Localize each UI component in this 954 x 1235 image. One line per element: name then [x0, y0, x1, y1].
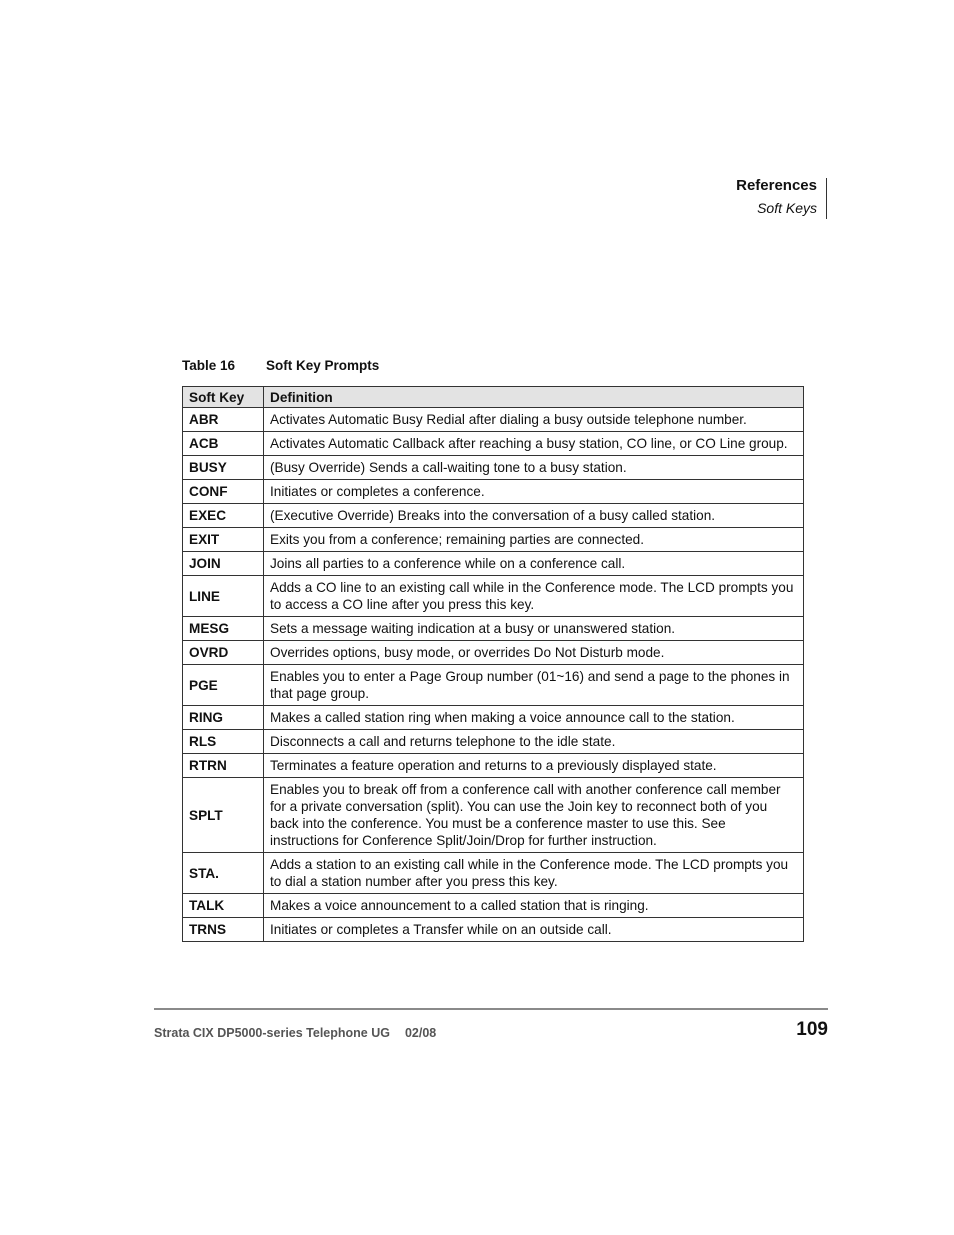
soft-key-cell: ACB [183, 432, 264, 456]
soft-key-cell: STA. [183, 853, 264, 894]
soft-key-cell: TRNS [183, 918, 264, 942]
soft-key-cell: ABR [183, 408, 264, 432]
definition-cell: Sets a message waiting indication at a busy or unanswered station. [264, 617, 804, 641]
footer-doc-info [154, 1026, 436, 1040]
column-header-definition: Definition [264, 387, 804, 408]
definition-cell: Makes a called station ring when making a voice announce call to the station. [264, 706, 804, 730]
soft-key-cell: EXIT [183, 528, 264, 552]
soft-key-cell: JOIN [183, 552, 264, 576]
soft-key-cell: OVRD [183, 641, 264, 665]
subsection-title: Soft Keys [757, 200, 817, 216]
definition-cell: Activates Automatic Busy Redial after dialing a busy outside telephone number. [264, 408, 804, 432]
table-row [183, 576, 804, 617]
header-divider [826, 178, 827, 219]
table-header-row [183, 387, 804, 408]
table-row [183, 617, 804, 641]
footer-date: 02/08 [404, 1026, 437, 1040]
soft-key-cell: MESG [183, 617, 264, 641]
table-row [183, 456, 804, 480]
table-caption [182, 358, 379, 373]
table-row [183, 730, 804, 754]
definition-cell: Exits you from a conference; remaining parties are connected. [264, 528, 804, 552]
soft-key-cell: LINE [183, 576, 264, 617]
table-row [183, 754, 804, 778]
soft-key-cell: BUSY [183, 456, 264, 480]
footer-doc-title: Strata CIX DP5000-series Telephone UG [154, 1026, 390, 1040]
soft-key-cell: SPLT [183, 778, 264, 853]
definition-cell: Initiates or completes a conference. [264, 480, 804, 504]
table-row [183, 641, 804, 665]
table-row [183, 480, 804, 504]
definition-cell: Enables you to break off from a conference call with another conference call member for a private conversation (split). You can use the Join key to reconnect both of you back into the conference. You must be a conference master to use this. See instructions for Conference Split/Join/Drop for further instruction. [264, 778, 804, 853]
soft-key-cell: RTRN [183, 754, 264, 778]
definition-cell: Disconnects a call and returns telephone to the idle state. [264, 730, 804, 754]
footer-divider [154, 1008, 828, 1010]
soft-key-cell: RING [183, 706, 264, 730]
table-number: Table 16 [182, 358, 236, 373]
soft-key-table [182, 386, 804, 942]
table-row [183, 706, 804, 730]
table-row [183, 918, 804, 942]
definition-cell: Overrides options, busy mode, or overrides Do Not Disturb mode. [264, 641, 804, 665]
definition-cell: Activates Automatic Callback after reaching a busy station, CO line, or CO Line group. [264, 432, 804, 456]
table-row [183, 778, 804, 853]
table-row [183, 552, 804, 576]
table-body [183, 408, 804, 942]
table-row [183, 504, 804, 528]
definition-cell: Enables you to enter a Page Group number (01~16) and send a page to the phones in that page group. [264, 665, 804, 706]
running-header [736, 176, 817, 218]
definition-cell: Adds a station to an existing call while in the Conference mode. The LCD prompts you to dial a station number after you press this key. [264, 853, 804, 894]
page-number: 109 [796, 1019, 828, 1040]
table-row [183, 894, 804, 918]
soft-key-cell: EXEC [183, 504, 264, 528]
soft-key-cell: RLS [183, 730, 264, 754]
soft-key-cell: CONF [183, 480, 264, 504]
column-header-soft-key: Soft Key [183, 387, 264, 408]
definition-cell: Makes a voice announcement to a called station that is ringing. [264, 894, 804, 918]
definition-cell: (Busy Override) Sends a call-waiting tone to a busy station. [264, 456, 804, 480]
definition-cell: Initiates or completes a Transfer while on an outside call. [264, 918, 804, 942]
table-row [183, 408, 804, 432]
definition-cell: Joins all parties to a conference while on a conference call. [264, 552, 804, 576]
definition-cell: Adds a CO line to an existing call while in the Conference mode. The LCD prompts you to access a CO line after you press this key. [264, 576, 804, 617]
table-row [183, 432, 804, 456]
definition-cell: (Executive Override) Breaks into the conversation of a busy called station. [264, 504, 804, 528]
definition-cell: Terminates a feature operation and returns to a previously displayed state. [264, 754, 804, 778]
table-row [183, 528, 804, 552]
soft-key-cell: TALK [183, 894, 264, 918]
table-row [183, 853, 804, 894]
table-title: Soft Key Prompts [266, 358, 380, 373]
section-title: References [736, 177, 817, 194]
soft-key-cell: PGE [183, 665, 264, 706]
table-row [183, 665, 804, 706]
